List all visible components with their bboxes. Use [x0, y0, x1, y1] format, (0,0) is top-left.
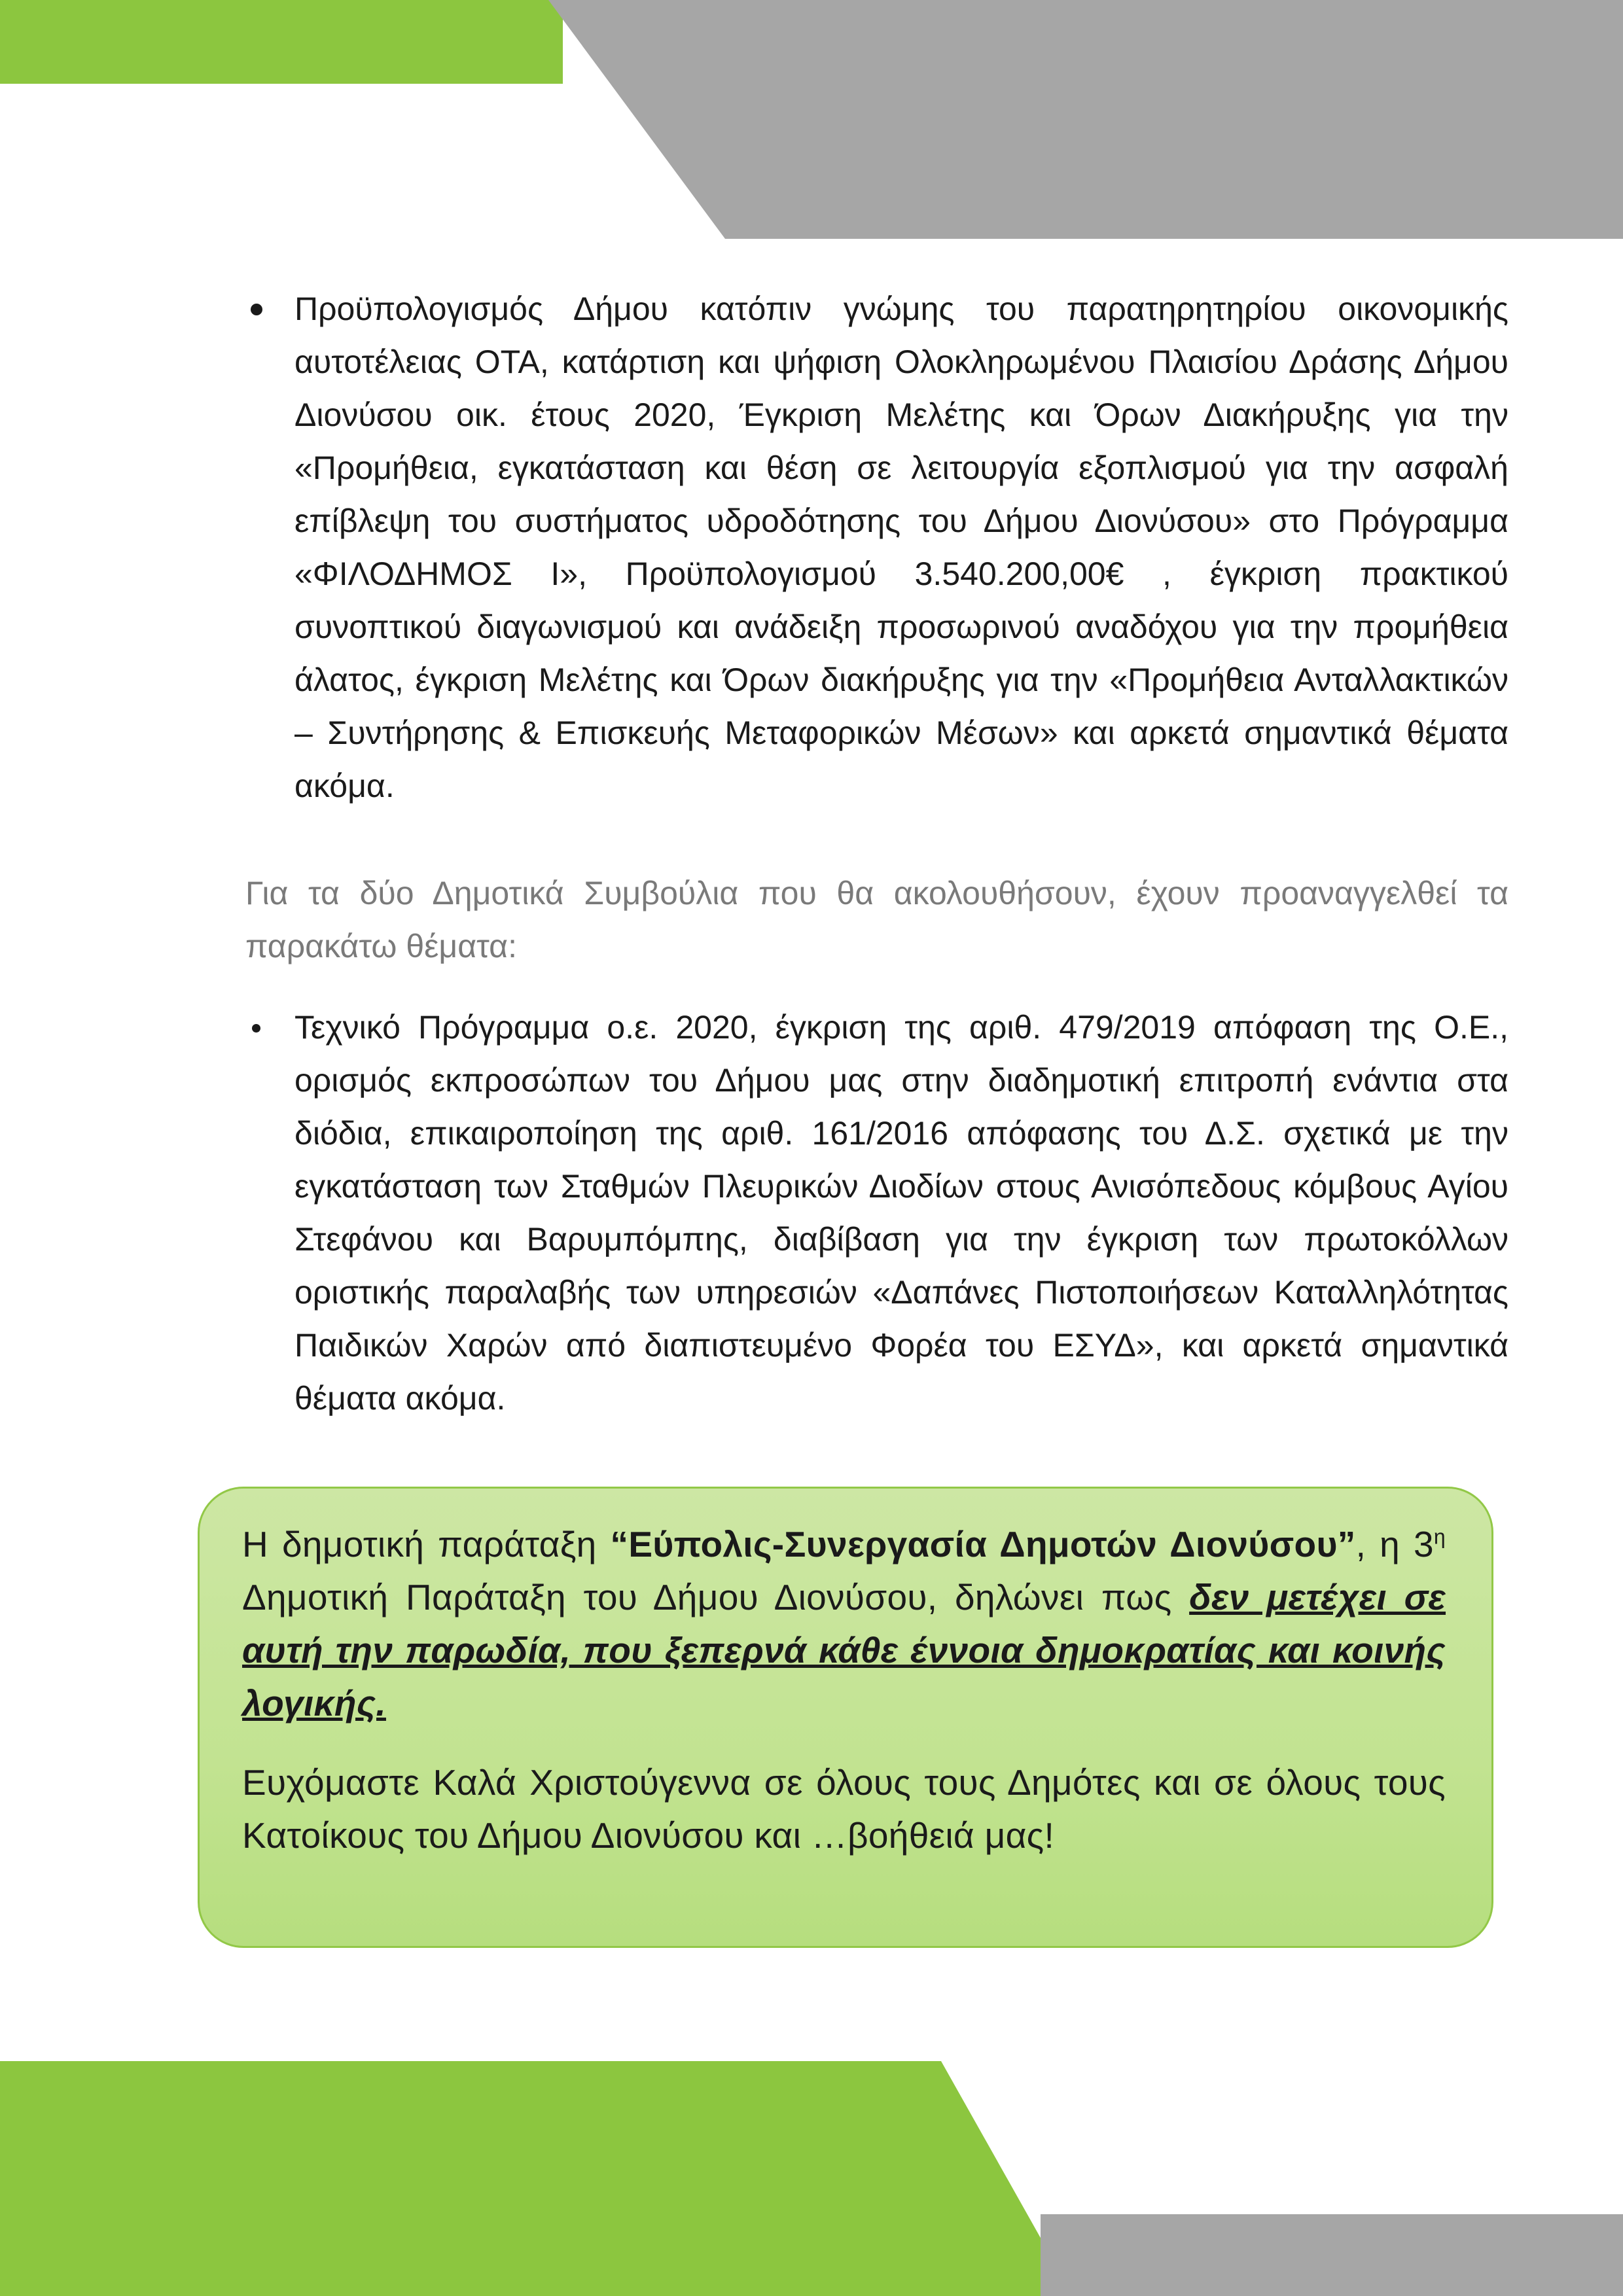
header-green-band: [0, 0, 563, 84]
statement-text: Η δημοτική παράταξη: [242, 1524, 611, 1564]
footer-grey-band: [1041, 2214, 1623, 2296]
footer-green-band: [0, 2061, 1073, 2296]
list-item-technical-program: [245, 1001, 1508, 1425]
greetings-paragraph: Ευχόμαστε Καλά Χριστούγεννα σε όλους τους Δημότες και σε όλους τους Κατοίκους του Δήμου Διονύσου και …βοήθειά μας!: [242, 1762, 1446, 1856]
list-item-text: Προϋπολογισμός Δήμου κατόπιν γνώμης του παρατηρητηρίου οικονομικής αυτοτέλειας ΟΤΑ, κατάρτιση και ψήφιση Ολοκληρωμένου Πλαισίου Δράσης Δήμου Διονύσου οικ. έτους 2020, Έγκριση Μελέτης και Όρων Διακήρυξης για την «Προμήθεια, εγκατάσταση και θέση σε λειτουργία εξοπλισμού για την ασφαλή επίβλεψη του συστήματος υδροδότησης του Δήμου Διονύσου» στο Πρόγραμμα «ΦΙΛΟΔΗΜΟΣ Ι», Προϋπολογισμού 3.540.200,00€ , έγκριση πρακτικού συνοπτικού διαγωνισμού και ανάδειξη προσωρινού αναδόχου για την προμήθεια άλατος, έγκριση Μελέτης και Όρων διακήρυξης για την «Προμήθεια Ανταλλακτικών – Συντήρησης & Επισκευής Μεταφορικών Μέσων» και αρκετά σημαντικά θέματα ακόμα.: [294, 291, 1508, 804]
list-item-text: Τεχνικό Πρόγραμμα ο.ε. 2020, έγκριση της αριθ. 479/2019 απόφαση της Ο.Ε., ορισμός εκπροσώπων του Δήμου μας στην διαδημοτική επιτροπή ενάντια στα διόδια, επικαιροποίηση της αριθ. 161/2016 απόφασης του Δ.Σ. σχετικά με την εγκατάσταση των Σταθμών Πλευρικών Διοδίων στους Ανισόπεδους κόμβους Αγίου Στεφάνου και Βαρυμπόμπης, διαβίβαση για την έγκριση των πρωτοκόλλων οριστικής παραλαβής των υπηρεσιών «Δαπάνες Πιστοποιήσεων Καταλληλότητας Παιδικών Χαρών από διαπιστευμένο Φορέα του ΕΣΥΔ», και αρκετά σημαντικά θέματα ακόμα.: [294, 1009, 1508, 1417]
ordinal-suffix: η: [1433, 1525, 1446, 1549]
bullet-icon: [251, 304, 262, 315]
statement-emphasis: δεν μετέχει σε αυτή την παρωδία, που ξεπερνά κάθε έννοια δημοκρατίας και κοινής λογικής.: [242, 1577, 1446, 1723]
statement-text: , η 3: [1355, 1524, 1434, 1564]
statement-paragraph: [242, 1518, 1446, 1730]
upcoming-councils-intro: Για τα δύο Δημοτικά Συμβούλια που θα ακολουθήσουν, έχουν προαναγγελθεί τα παρακάτω θέματα:: [245, 875, 1508, 964]
list-item-budget: [245, 283, 1508, 813]
statement-text: Δημοτική Παράταξη του Δήμου Διονύσου, δηλώνει πως: [242, 1577, 1190, 1617]
statement-callout: [198, 1487, 1493, 1948]
party-name: “Εύπολις-Συνεργασία Δημοτών Διονύσου”: [610, 1524, 1356, 1564]
header-grey-band: [548, 0, 1623, 239]
bullet-icon: [252, 1024, 260, 1033]
